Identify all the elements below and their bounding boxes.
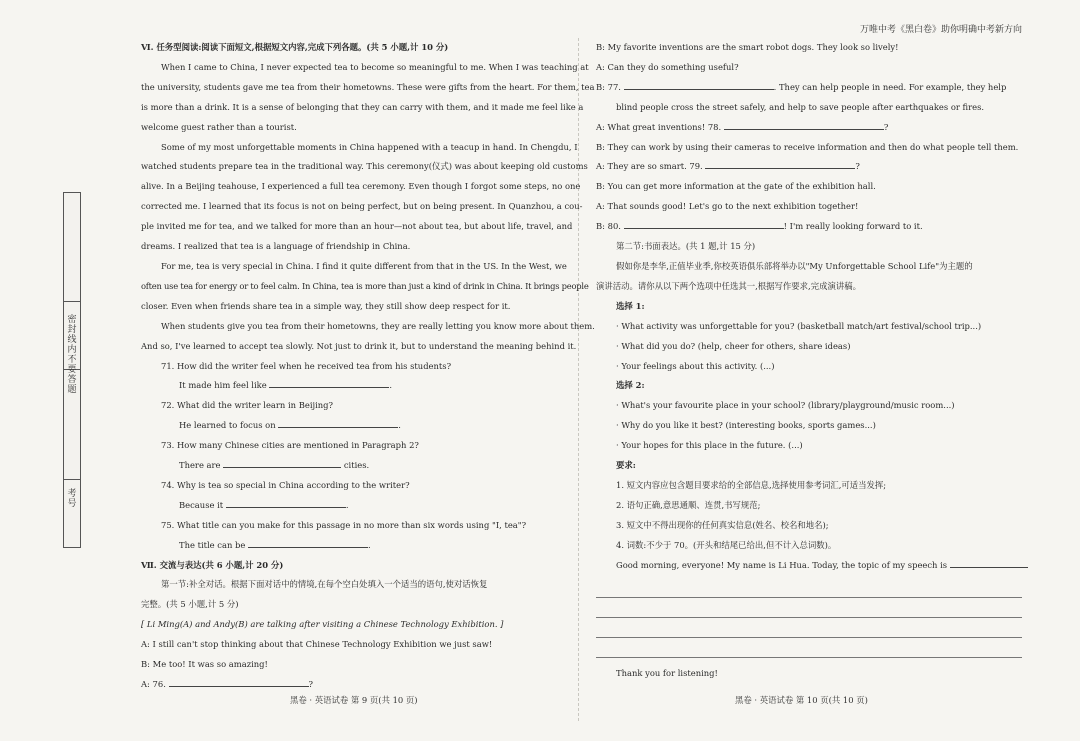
dialogue-line: B: They can work by using their cameras to receive information and then do what people tell them. <box>596 141 1019 152</box>
binding-strip <box>63 192 81 548</box>
writing-prompt: 假如你是李华,正值毕业季,你校英语俱乐部将举办以"My Unforgettable School Life"为主题的 <box>616 260 973 271</box>
answer-72: He learned to focus on . <box>179 420 401 431</box>
strip-seal-label: 密封线内不要答题 <box>67 315 77 395</box>
dialogue-context: [ Li Ming(A) and Andy(B) are talking after visiting a Chinese Technology Exhibition. ] <box>141 619 504 630</box>
dialogue-text: ! I'm really looking forward to it. <box>783 221 923 232</box>
passage-line: Some of my most unforgettable moments in China happened with a teacup in hand. In Chengdu, I <box>161 141 578 152</box>
requirement-item: 4. 词数:不少于 70。(开头和结尾已给出,但不计入总词数)。 <box>616 539 837 550</box>
dialogue-line: A: Can they do something useful? <box>596 61 739 72</box>
question-75: 75. What title can you make for this passage in no more than six words using "I, tea"? <box>161 519 527 530</box>
option-1-item: · Your feelings about this activity. (...) <box>616 360 775 371</box>
answer-blank-74[interactable] <box>226 499 346 508</box>
answer-prompt: The title can be <box>179 539 246 550</box>
question-74: 74. Why is tea so special in China according to the writer? <box>161 479 410 490</box>
speech-opening-text: Good morning, everyone! My name is Li Hua. Today, the topic of my speech is <box>616 559 948 570</box>
answer-73 <box>141 456 567 476</box>
passage-line: For me, tea is very special in China. I find it quite different from that in the US. In the West, we <box>161 260 567 271</box>
option-1-item: · What activity was unforgettable for you? (basketball match/art festival/school trip...) <box>616 320 982 331</box>
speech-opening <box>596 556 1026 576</box>
dialogue-number: B: 80. <box>596 221 621 232</box>
dialogue-line-77 <box>596 78 1026 98</box>
writing-section-title: 第二节:书面表达。(共 1 题,计 15 分) <box>616 241 756 252</box>
answer-75: The title can be . <box>179 539 371 550</box>
dialogue-line-79: A: They are so smart. 79. ? <box>596 161 860 172</box>
option-2-item: · Why do you like it best? (interesting books, sports games...) <box>616 420 876 431</box>
dialogue-line: blind people cross the street safely, and help to save people after earthquakes or fires. <box>616 101 985 112</box>
writing-line[interactable] <box>596 657 1022 658</box>
section-7-title: Ⅶ. 交流与表达(共 6 小题,计 20 分) <box>141 559 284 570</box>
answer-blank-76[interactable] <box>169 678 309 687</box>
page-divider <box>578 38 579 721</box>
writing-line[interactable] <box>596 597 1022 598</box>
answer-prompt: Because it <box>179 499 224 510</box>
answer-prompt: He learned to focus on <box>179 420 276 431</box>
dialogue-line-80 <box>596 217 1026 237</box>
right-page <box>596 38 1026 575</box>
writing-line[interactable] <box>596 637 1022 638</box>
dialogue-number: A: 76. <box>141 679 166 689</box>
dialogue-number: A: They are so smart. 79. <box>596 161 703 172</box>
passage-line: closer. Even when friends share tea in a simple way, they still show deep respect for it. <box>141 300 511 311</box>
left-footer: 黑卷 · 英语试卷 第 9 页(共 10 页) <box>290 695 418 705</box>
option-1-item: · What did you do? (help, cheer for others, share ideas) <box>616 340 851 351</box>
dialogue-line: A: That sounds good! Let's go to the next exhibition together! <box>596 201 859 212</box>
question-71: 71. How did the writer feel when he received tea from his students? <box>161 360 452 371</box>
strip-section <box>64 193 80 302</box>
dialogue-line: A: I still can't stop thinking about that Chinese Technology Exhibition we just saw! <box>141 639 493 650</box>
answer-blank-80[interactable] <box>624 220 784 229</box>
option-2-item: · Your hopes for this place in the future. (...) <box>616 440 803 451</box>
dialogue-line: B: You can get more information at the gate of the exhibition hall. <box>596 181 876 192</box>
section-7-intro: 完整。(共 5 小题,计 5 分) <box>141 599 239 610</box>
answer-blank-72[interactable] <box>278 419 398 428</box>
strip-id-label: 考号 <box>67 489 77 509</box>
requirement-item: 2. 语句正确,意思通顺、连贯,书写规范; <box>616 499 761 510</box>
question-72: 72. What did the writer learn in Beijing? <box>161 400 334 411</box>
section-6-title: Ⅵ. 任务型阅读:阅读下面短文,根据短文内容,完成下列各题。(共 5 小题,计 10 分) <box>141 42 449 52</box>
passage-line: ple invited me for tea, and we talked for more than an hour—not about tea, but about life, travel, and <box>141 221 573 232</box>
right-footer: 黑卷 · 英语试卷 第 10 页(共 10 页) <box>735 695 868 705</box>
requirement-item: 1. 短文内容应包含题目要求给的全部信息,选择使用参考词汇,可适当发挥; <box>616 479 887 490</box>
passage-line: And so, I've learned to accept tea slowly. Not just to drink it, but to understand the meaning behind it. <box>141 340 577 351</box>
answer-suffix: cities. <box>343 460 370 471</box>
dialogue-line-76: A: 76. ? <box>141 679 314 689</box>
option-1-label: 选择 1: <box>616 300 645 311</box>
answer-blank-71[interactable] <box>269 379 389 388</box>
section-7-intro: 第一节:补全对话。根据下面对话中的情境,在每个空白处填入一个适当的语句,使对话恢复 <box>161 579 488 590</box>
answer-prompt: There are <box>179 460 221 471</box>
passage-line: dreams. I realized that tea is a language of friendship in China. <box>141 241 411 252</box>
answer-prompt: It made him feel like <box>179 380 267 391</box>
requirement-item: 3. 短文中不得出现你的任何真实信息(姓名、校名和地名); <box>616 519 829 530</box>
header-slogan: 万唯中考《黑白卷》助你明确中考新方向 <box>859 25 1022 35</box>
passage-line: welcome guest rather than a tourist. <box>141 121 297 132</box>
dialogue-number: B: 77. <box>596 81 621 92</box>
strip-section <box>64 369 80 480</box>
answer-blank-77[interactable] <box>624 81 774 90</box>
passage-line: is more than a drink. It is a sense of belonging that they can carry with them, and it made me feel like a <box>141 101 584 112</box>
passage-line: corrected me. I learned that its focus is not on being perfect, but on being present. In Quanzhou, a cou- <box>141 201 583 212</box>
passage-line: watched students prepare tea in the traditional way. This ceremony(仪式) was about keeping old customs <box>141 161 588 172</box>
option-2-item: · What's your favourite place in your school? (library/playground/music room...) <box>616 400 955 411</box>
left-page <box>141 38 595 695</box>
writing-prompt: 演讲活动。请你从以下两个选项中任选其一,根据写作要求,完成演讲稿。 <box>596 280 861 291</box>
option-2-label: 选择 2: <box>616 380 645 391</box>
answer-blank-75[interactable] <box>248 539 368 548</box>
dialogue-line: B: Me too! It was so amazing! <box>141 659 268 670</box>
answer-blank-78[interactable] <box>724 121 884 130</box>
dialogue-line-78: A: What great inventions! 78. ? <box>596 121 889 132</box>
answer-blank-73[interactable] <box>223 459 341 468</box>
answer-blank-79[interactable] <box>705 160 855 169</box>
passage-line: When students give you tea from their hometowns, they are really letting you know more about them. <box>161 320 595 331</box>
speech-closing: Thank you for listening! <box>616 668 718 678</box>
writing-line[interactable] <box>596 617 1022 618</box>
passage-line: often use tea for energy or to feel calm. In China, tea is more than just a kind of drink in China. It brings people <box>141 280 589 291</box>
passage-line: alive. In a Beijing teahouse, I experienced a full tea ceremony. Even though I forgot some steps, no one <box>141 181 581 192</box>
passage-line: When I came to China, I never expected tea to become so meaningful to me. When I was teaching at <box>161 61 589 72</box>
question-73: 73. How many Chinese cities are mentioned in Paragraph 2? <box>161 440 419 451</box>
passage-line: the university, students gave me tea from their hometowns. These were gifts from the heart. For them, tea <box>141 81 595 92</box>
speech-topic-blank[interactable] <box>950 559 1028 568</box>
dialogue-text: . They can help people in need. For example, they help <box>773 81 1007 92</box>
requirements-label: 要求: <box>616 460 636 471</box>
dialogue-number: A: What great inventions! 78. <box>596 121 722 132</box>
answer-71: It made him feel like . <box>179 380 393 391</box>
dialogue-line: B: My favorite inventions are the smart robot dogs. They look so lively! <box>596 42 899 52</box>
answer-74: Because it . <box>179 499 349 510</box>
